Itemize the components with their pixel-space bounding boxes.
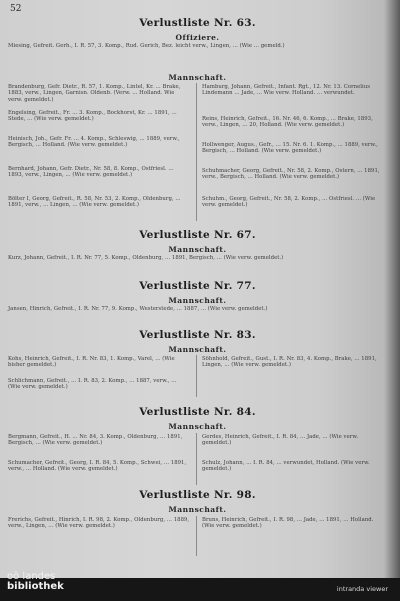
column-divider (196, 355, 197, 397)
list-entry: Engelsing, Gefreit., Fr. ... 3. Komp., Bockhorst, Kr. ... 1891, ... Stede, ... (Wie verw. gemeldet.) (8, 110, 177, 123)
column-divider (196, 433, 197, 485)
section-title-67: Verlustliste Nr. 67. (139, 229, 256, 241)
list-entry: Jansen, Hinrich, Gefreit., I. R. Nr. 77, 9. Komp., Westerstede, ... 1887, ... (Wie verw. gemeldet.) (8, 306, 268, 312)
section-subtitle-officers: Offiziere. (175, 33, 220, 42)
list-entry: Bergmann, Gefreit., H. ... Nr. 84, 3. Komp., Oldenburg, ... 1891, Bergisch, ... (Wie verw. gemeldet.) (8, 434, 183, 447)
list-entry: Kohs, Heinrich, Gefreit., I. R. Nr. 83, 1. Komp., Varel, ... (Wie bisher gemeldet.) (8, 356, 175, 369)
list-entry: Bernhard, Johann, Gefr. Dietr., Nr. 58, 8. Komp., Ostfriesl. ... 1893, verw., Lingen, ... (Wie verw. gemeldet.) (8, 166, 174, 179)
list-entry: Reins, Heinrich, Gefreit., 16. Nr. 46, 6. Komp., ... Brake, 1893, verw., Lingen, ... 20, Holland. (Wie verw. gemeldet.) (202, 116, 373, 129)
list-entry: Bölter I, Georg, Gefreit., R. 58, Nr. 53, 2. Komp., Oldenburg, ... 1891, verw., ... Lingen, ... (Wie verw. gemeldet.) (8, 196, 181, 209)
list-entry: Hamburg, Johann, Gefreit., Infant. Rgt., 12. Nr. 13. Cornelius Lindemann ... Jade, ... Wie verw. Holland. ... verwundet. (202, 84, 371, 97)
library-logo[interactable] (7, 572, 64, 592)
list-entry: Frerichs, Gefreit., Hinrich, I. R. 98, 2. Komp., Oldenburg, ... 1889, verw., Lingen, ... (Wie verw. gemeldet.) (8, 517, 190, 530)
section-subtitle-crew: Mannschaft. (168, 73, 227, 82)
logo-line-1: oö landes (7, 571, 56, 582)
list-entry: Schuhmacher, Georg, Gefreit., Nr. 58, 2. Komp., Ostern, ... 1891, verw., Bergisch, ... Holland. (Wie verw. gemeldet.) (202, 168, 380, 181)
section-title-84: Verlustliste Nr. 84. (139, 406, 256, 418)
list-entry: Kurz, Johann, Gefreit., I. R. Nr. 77, 5. Komp., Oldenburg, ... 1891, Bergisch, ... (Wie verw. gemeldet.) (8, 255, 284, 261)
section-title-77: Verlustliste Nr. 77. (139, 280, 256, 292)
list-entry: Gerdes, Heinrich, Gefreit., I. R. 84, ... Jade, ... (Wie verw. gemeldet.) (202, 434, 359, 447)
list-entry: Miesing, Gefreit. Gerh., I. R. 57, 3. Komp., Rud. Gerich, Bez. leicht verw., Lingen, ... (Wie ... gemeld.) (8, 43, 285, 49)
section-subtitle-crew: Mannschaft. (168, 505, 227, 514)
list-entry: Bruns, Heinrich, Gefreit., I. R. 98, ... Jade, ... 1891, ... Holland. (Wie verw. gemeldet.) (202, 517, 374, 530)
viewer-brand-label: intranda viewer (336, 585, 388, 593)
list-entry: Hollwenger, Augus., Gefr., ... 15. Nr. 6. 1. Komp., ... 1889, verw., Bergisch, ... Holland. (Wie verw. gemeldet.) (202, 142, 378, 155)
section-subtitle-crew: Mannschaft. (168, 345, 227, 354)
column-divider (196, 516, 197, 556)
section-title-83: Verlustliste Nr. 83. (139, 329, 256, 341)
section-subtitle-crew: Mannschaft. (168, 422, 227, 431)
list-entry: Schumacher, Gefreit., Georg, I. R. 84, 5. Komp., Schwei, ... 1891, verw., ... Holland. (Wie verw. gemeldet.) (8, 460, 187, 473)
list-entry: Brandenburg, Gefr. Dietr., R. 57, 1. Komp., Lintel, Kr. ... Brake, 1883, verw., Lingen, Garnisn. Oldenb. (Verw. ... Holland. Wie verw. gemeldet.) (8, 84, 181, 103)
section-subtitle-crew: Mannschaft. (168, 296, 227, 305)
list-entry: Schulz, Johann, ... I. R. 84, ... verwundet, Holland. (Wie verw. gemeldet.) (202, 460, 370, 473)
section-title-98: Verlustliste Nr. 98. (139, 489, 256, 501)
page-number: 52 (10, 4, 22, 14)
list-entry: Schlichmann, Gefreit., ... I. R. 83, 2. Komp., ... 1887, verw., ... (Wie verw. gemeldet.) (8, 378, 177, 391)
list-entry: Schuhm., Georg, Gefreit., Nr. 58, 2. Komp., ... Ostfriesl. ... (Wie verw. gemeldet.) (202, 196, 376, 209)
list-entry: Söhnhold, Gefreit., Gust., I. R. Nr. 83, 4. Komp., Brake, ... 1891, Lingen, ... (Wie verw. gemeldet.) (202, 356, 377, 369)
logo-line-2: bibliothek (7, 581, 64, 592)
section-subtitle-crew: Mannschaft. (168, 245, 227, 254)
column-divider (196, 83, 197, 221)
list-entry: Heinisch, Joh., Gefr. Fr. ... 4. Komp., Schleswig, ... 1889, verw., Bergisch, ... Holland. (Wie verw. gemeldet.) (8, 136, 180, 149)
section-title-63: Verlustliste Nr. 63. (139, 17, 256, 29)
